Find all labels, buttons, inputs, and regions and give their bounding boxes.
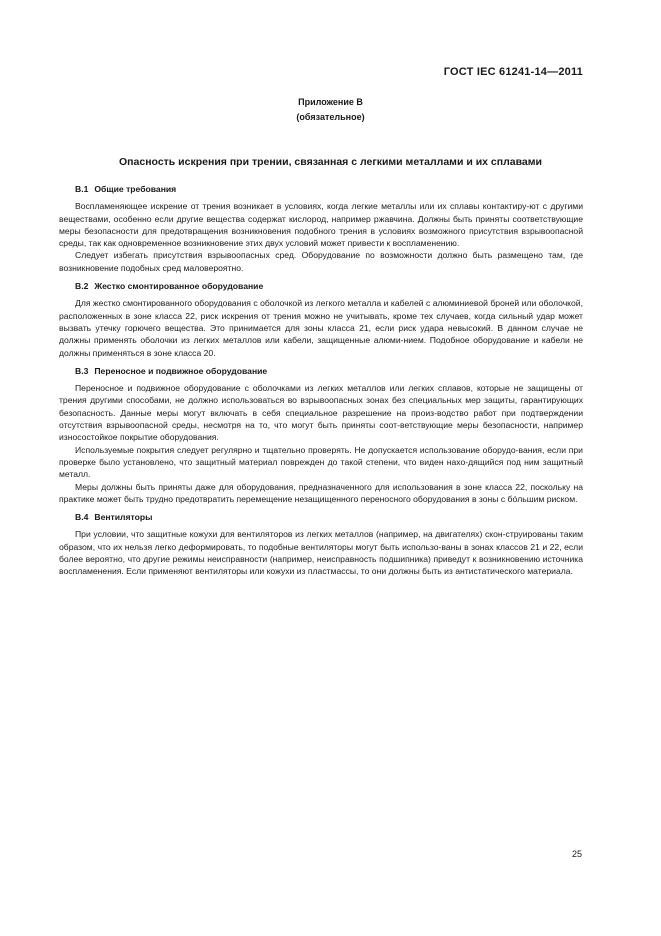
paragraph: Переносное и подвижное оборудование с оболочками из легких металлов или легких сплавов, которые не защищены от трения другими способами, не должно использоваться во взрывоопасных зонах без специальных мер защиты, гарантирующих безопасность. Данные меры могут включать в себя специальное разрешение на произ-водство работ при подтверждении отсутствия взрывоопасной среды, несмотря на то, что могут быть приняты соот-ветствующие меры безопасности, например износостойкое покрытие оборудования. (59, 383, 583, 443)
section-title: Жестко смонтированное оборудование (94, 281, 264, 292)
paragraph: Следует избегать присутствия взрывоопасных сред. Оборудование по возможности должно быть размещено там, где возникновение подобных сред маловероятно. (59, 250, 583, 273)
section-b4 (59, 511, 583, 577)
appendix-heading (0, 95, 661, 125)
document-code: ГОСТ IEC 61241-14—2011 (443, 66, 583, 78)
section-heading (75, 183, 583, 195)
section-heading (75, 365, 583, 377)
paragraph: Для жестко смонтированного оборудования с оболочкой из легкого металла и кабелей с алюминиевой броней или оболочкой, расположенных в зоне класса 22, риск искрения от трения можно не учитывать, кроме тех случаев, когда сильный удар может вызвать утечку горючего вещества. Это принимается для зоны класса 21, если риск удара невысокий. В данном случае не должны применять оболочки из легких металлов или кабели, защищенные алюми-нием. Подобное оборудование и кабели не должны применяться в зоне класса 20. (59, 298, 583, 358)
section-heading (75, 511, 583, 523)
appendix-status: (обязательное) (296, 112, 365, 122)
section-number: В.4 (75, 512, 89, 523)
section-title: Общие требования (94, 184, 177, 194)
appendix-label: Приложение В (298, 97, 363, 107)
paragraph: Используемые покрытия следует регулярно и тщательно проверять. Не допускается использование оборудо-вания, если при проверке было установлено, что защитный материал поврежден до такой степени, что виден нахо-дящийся под ним защитный металл. (59, 444, 583, 480)
document-body (59, 183, 583, 584)
page-title: Опасность искрения при трении, связанная с легкими металлами и их сплавами (119, 156, 542, 168)
section-title: Вентиляторы (94, 512, 153, 523)
section-number: В.1 (75, 184, 89, 194)
section-title: Переносное и подвижное оборудование (94, 365, 268, 376)
section-number: В.2 (75, 281, 89, 292)
section-b1 (59, 183, 583, 274)
section-number: В.3 (75, 365, 89, 376)
section-b2 (59, 280, 583, 359)
paragraph: Меры должны быть приняты даже для оборудования, предназначенного для использования в зоне класса 22, поскольку на практике может быть трудно предотвратить перемещение незащищенного переносного оборудования в зоны с бóльшим риском. (59, 481, 583, 504)
section-heading (75, 280, 583, 292)
paragraph: При условии, что защитные кожухи для вентиляторов из легких металлов (например, на двигателях) скон-струированы таким образом, что их нельзя легко деформировать, то подобные вентиляторы могут быть использо-ваны в зонах классов 21 и 22, если более вероятно, что другие режимы неисправности (например, неисправность подшипника) приведут к возникновению источника воспламенения. Если применяют вентиляторы или кожухи из пластмассы, то они должны быть из антистатического материала. (59, 529, 583, 577)
page-number: 25 (571, 849, 582, 859)
section-b3 (59, 365, 583, 505)
paragraph: Воспламеняющее искрение от трения возникает в условиях, когда легкие металлы или их сплавы контактиру-ют с другими веществами, особенно если другие вещества содержат кислород, например ржавчина. Должны быть приняты соответствующие меры безопасности для предотвращения возникновения подобного трения в условиях возможного присутствия взрывоопасной среды, так как одновременное возникновение этих двух условий может привести к воспламенению. (59, 201, 583, 249)
